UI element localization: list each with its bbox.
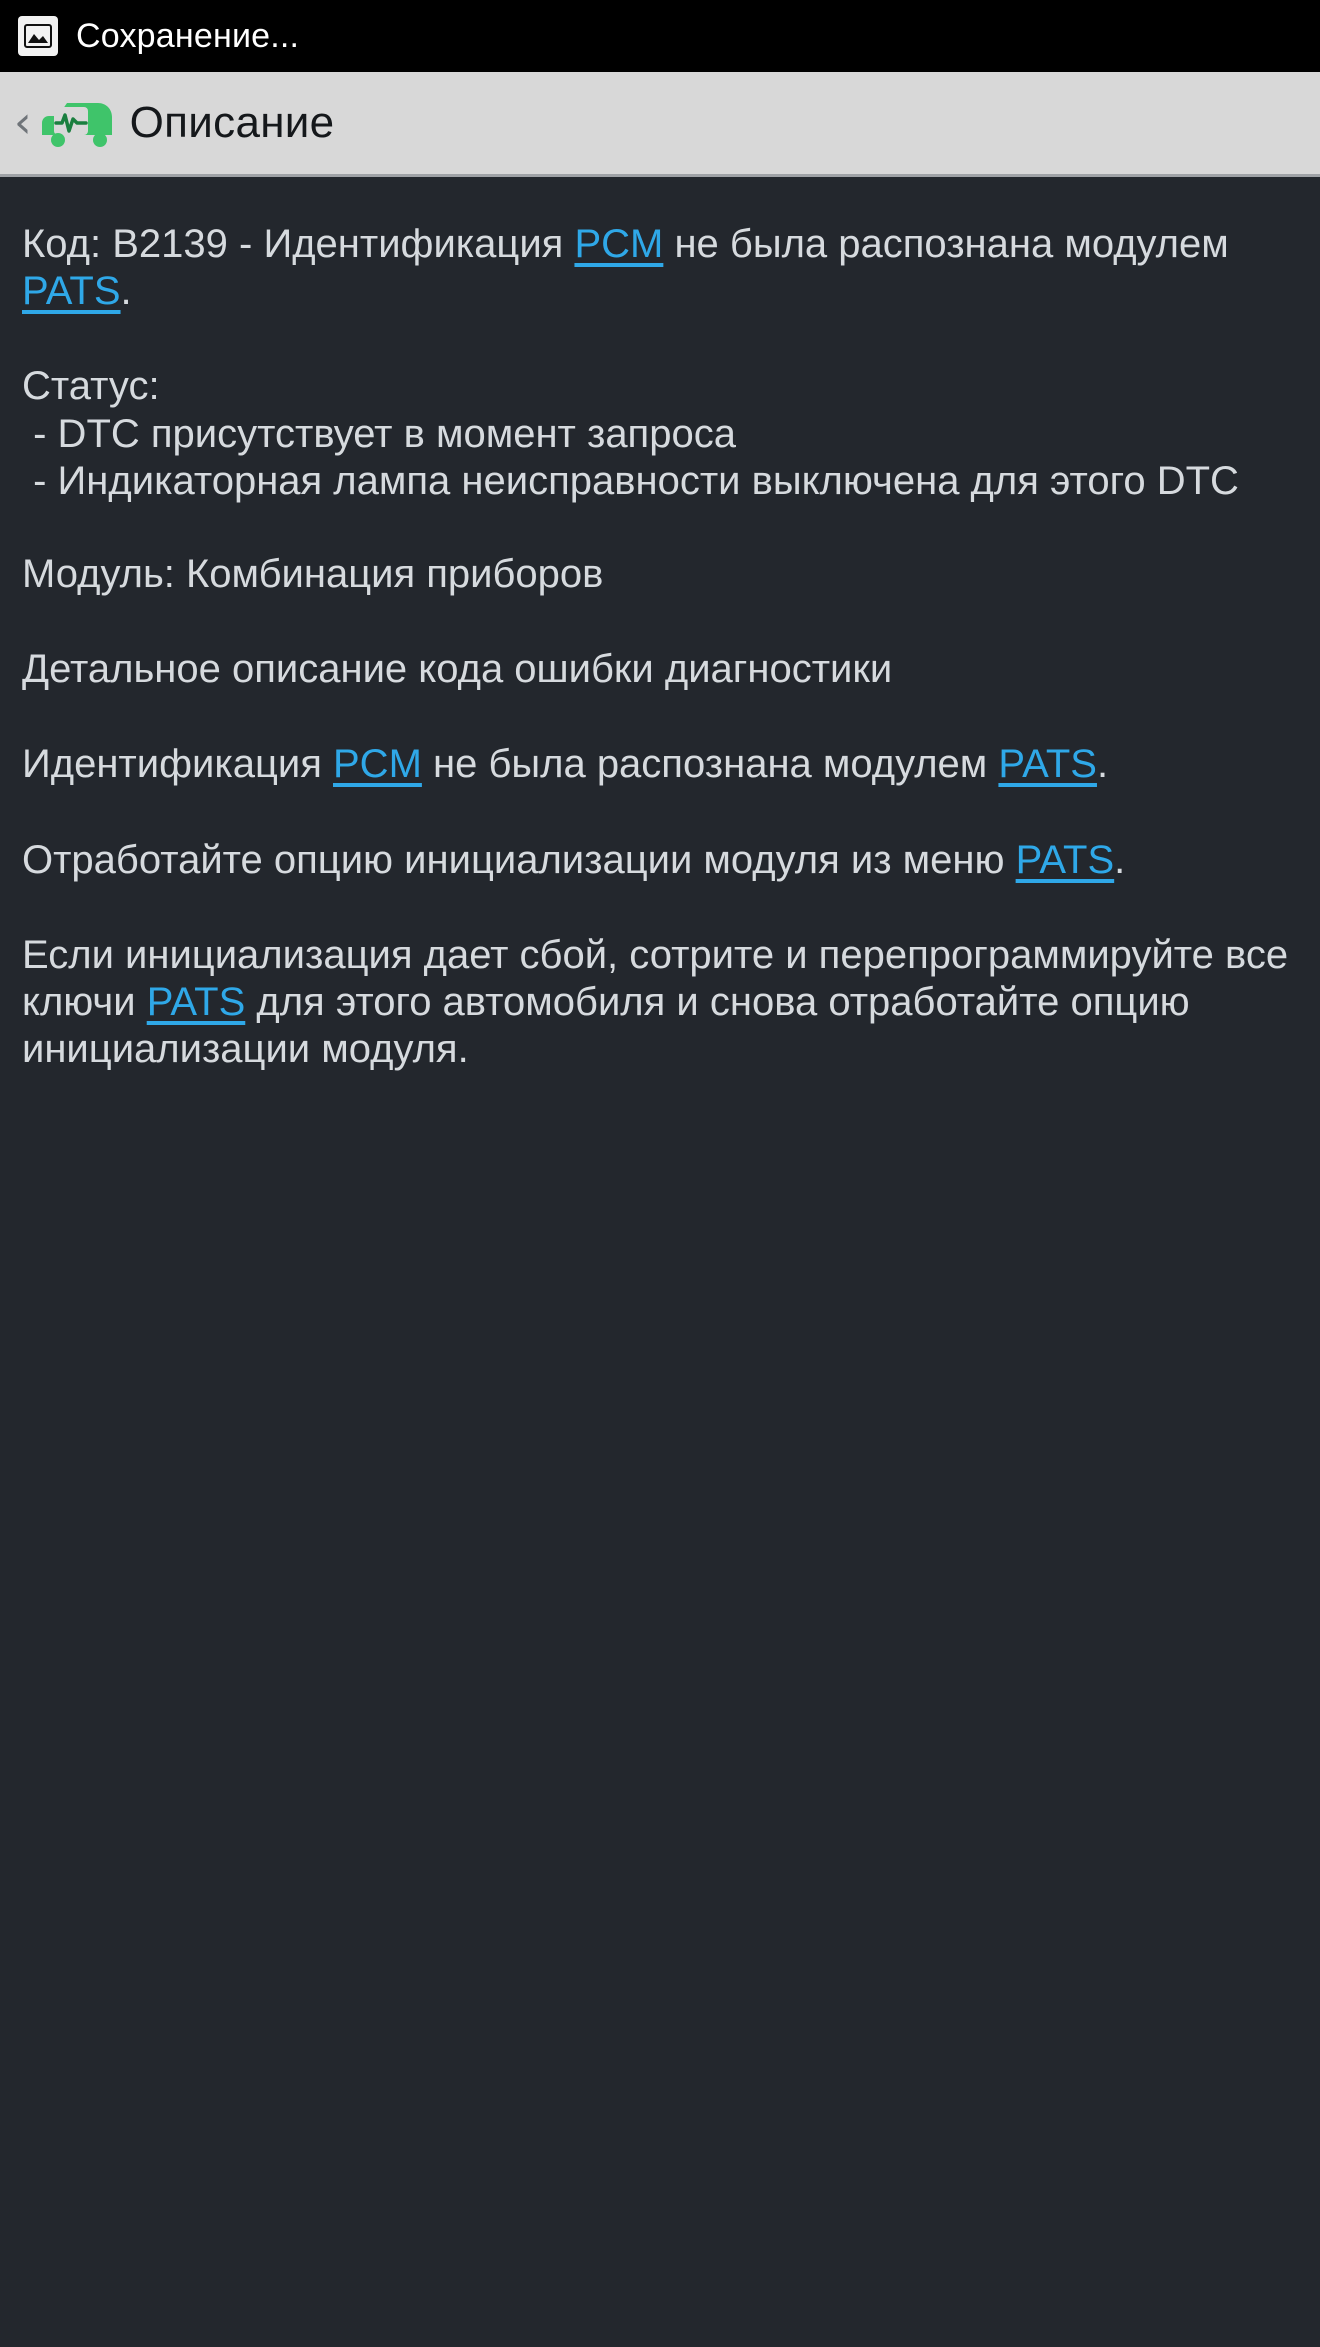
- detail-paragraph-1: [22, 741, 1298, 788]
- description-content[interactable]: [0, 177, 1320, 2347]
- detail-p2-b: .: [1114, 837, 1126, 882]
- detail-p2-a: Отработайте опцию инициализации модуля из меню: [22, 837, 1016, 882]
- detail-heading: Детальное описание кода ошибки диагностики: [22, 647, 893, 692]
- status-block: [22, 363, 1298, 505]
- status-bar: [0, 0, 1320, 72]
- status-item-1: - DTC присутствует в момент запроса: [22, 411, 736, 456]
- status-bar-text: Сохранение...: [76, 16, 300, 55]
- image-saving-icon: [18, 16, 58, 56]
- detail-p1-a: Идентификация: [22, 742, 333, 787]
- link-pcm-2[interactable]: PCM: [333, 742, 422, 787]
- car-diagnostics-icon: [34, 90, 120, 156]
- status-item-2: - Индикаторная лампа неисправности выключена для этого DTC: [22, 458, 1239, 503]
- code-line-prefix: Код: B2139 - Идентификация: [22, 222, 575, 266]
- detail-p1-b: не была распознана модулем: [421, 742, 999, 787]
- link-pats-4[interactable]: PATS: [146, 979, 246, 1024]
- link-pats-2[interactable]: PATS: [998, 742, 1097, 787]
- detail-p3-b: для этого автомобиля и снова отработайте опцию инициализации модуля.: [22, 979, 1201, 1072]
- detail-p1-c: .: [1096, 742, 1109, 787]
- code-line-mid: не была распознана модулем: [663, 222, 1240, 266]
- title-bar[interactable]: [0, 72, 1320, 177]
- code-line-end: .: [120, 269, 132, 314]
- status-heading: Статус:: [22, 364, 160, 409]
- code-line: [22, 221, 1298, 315]
- link-pats-1[interactable]: PATS: [22, 269, 121, 314]
- page-title: Описание: [129, 98, 335, 147]
- module-line: Модуль: Комбинация приборов: [22, 551, 604, 596]
- link-pats-3[interactable]: PATS: [1015, 837, 1115, 882]
- back-chevron-icon[interactable]: ‹: [14, 97, 32, 148]
- detail-p3-a: Если инициализация дает сбой, сотрите и перепрограммируйте все ключи: [22, 932, 1300, 1024]
- link-pcm-1[interactable]: PCM: [574, 222, 664, 266]
- detail-paragraph-2: [22, 837, 1298, 884]
- detail-paragraph-3: [22, 932, 1298, 1074]
